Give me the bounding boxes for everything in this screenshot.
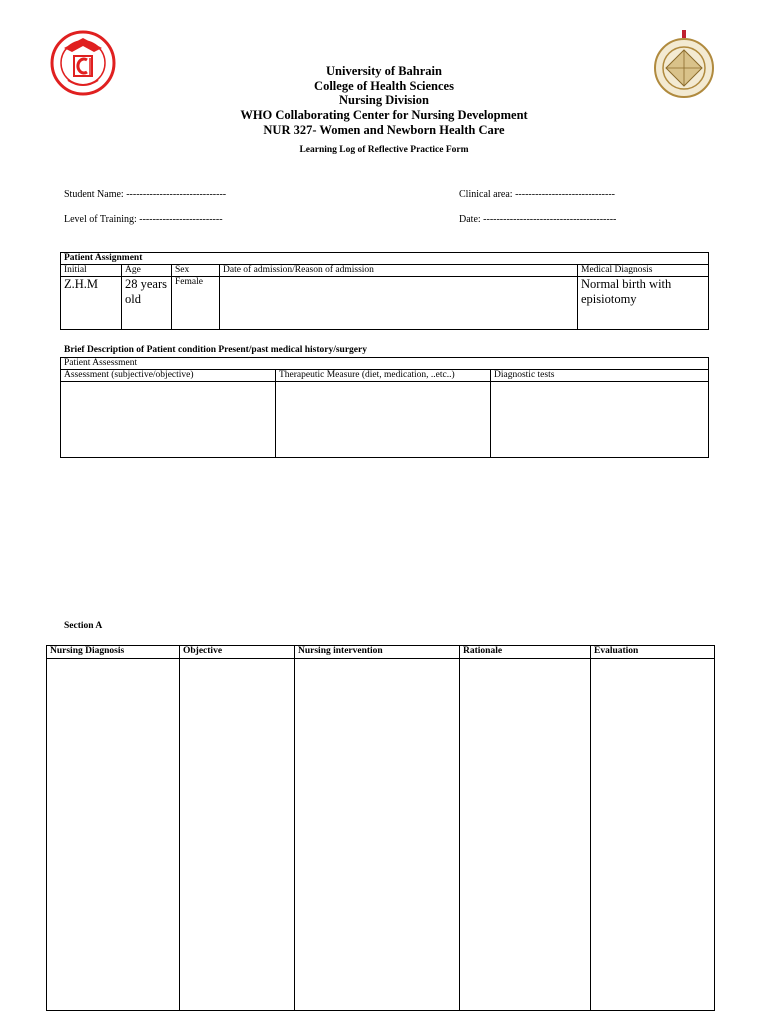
patient-assignment-table [60, 252, 709, 330]
clinical-area-field[interactable]: Clinical area: ------------------------------ [459, 189, 615, 200]
patient-initial[interactable]: Z.H.M [61, 277, 122, 330]
header-diagnostic-tests: Diagnostic tests [491, 370, 709, 382]
header-initial: Initial [61, 265, 122, 277]
header-rationale: Rationale [460, 646, 591, 659]
division-name: Nursing Division [339, 93, 429, 108]
section-a-label: Section A [64, 621, 103, 631]
level-of-training-field[interactable]: Level of Training: ------------------------- [64, 214, 223, 225]
therapeutic-measure-cell[interactable] [276, 382, 491, 458]
section-a-table [46, 645, 715, 1011]
header-therapeutic-measure: Therapeutic Measure (diet, medication, ..etc..) [276, 370, 491, 382]
diagnostic-tests-cell[interactable] [491, 382, 709, 458]
patient-admission[interactable] [220, 277, 578, 330]
header-age: Age [122, 265, 172, 277]
objective-cell[interactable] [180, 659, 295, 1011]
who-center-name: WHO Collaborating Center for Nursing Development [240, 108, 528, 123]
document-header [150, 64, 618, 138]
date-field[interactable]: Date: ---------------------------------------- [459, 214, 617, 225]
college-name: College of Health Sciences [314, 78, 454, 93]
brief-description-caption: Brief Description of Patient condition Present/past medical history/surgery [64, 345, 367, 355]
assessment-cell[interactable] [61, 382, 276, 458]
header-sex: Sex [172, 265, 220, 277]
header-assessment: Assessment (subjective/objective) [61, 370, 276, 382]
evaluation-cell[interactable] [591, 659, 715, 1011]
form-title: Learning Log of Reflective Practice Form [299, 145, 469, 155]
course-name: NUR 327- Women and Newborn Health Care [263, 122, 505, 137]
header-admission: Date of admission/Reason of admission [220, 265, 578, 277]
patient-assessment-title: Patient Assessment [61, 358, 709, 370]
header-medical-diagnosis: Medical Diagnosis [578, 265, 709, 277]
header-nursing-diagnosis: Nursing Diagnosis [47, 646, 180, 659]
rationale-cell[interactable] [460, 659, 591, 1011]
header-objective: Objective [180, 646, 295, 659]
university-name: University of Bahrain [326, 64, 442, 78]
university-seal-logo [652, 28, 716, 100]
patient-medical-diagnosis[interactable]: Normal birth with episiotomy [578, 277, 709, 330]
student-name-field[interactable]: Student Name: ------------------------------ [64, 189, 227, 200]
header-evaluation: Evaluation [591, 646, 715, 659]
nursing-diagnosis-cell[interactable] [47, 659, 180, 1011]
nursing-intervention-cell[interactable] [295, 659, 460, 1011]
patient-sex[interactable]: Female [172, 277, 220, 330]
header-nursing-intervention: Nursing intervention [295, 646, 460, 659]
college-logo [50, 30, 116, 96]
patient-assignment-title: Patient Assignment [61, 253, 709, 265]
patient-age[interactable]: 28 years old [122, 277, 172, 330]
patient-assessment-table [60, 357, 709, 458]
